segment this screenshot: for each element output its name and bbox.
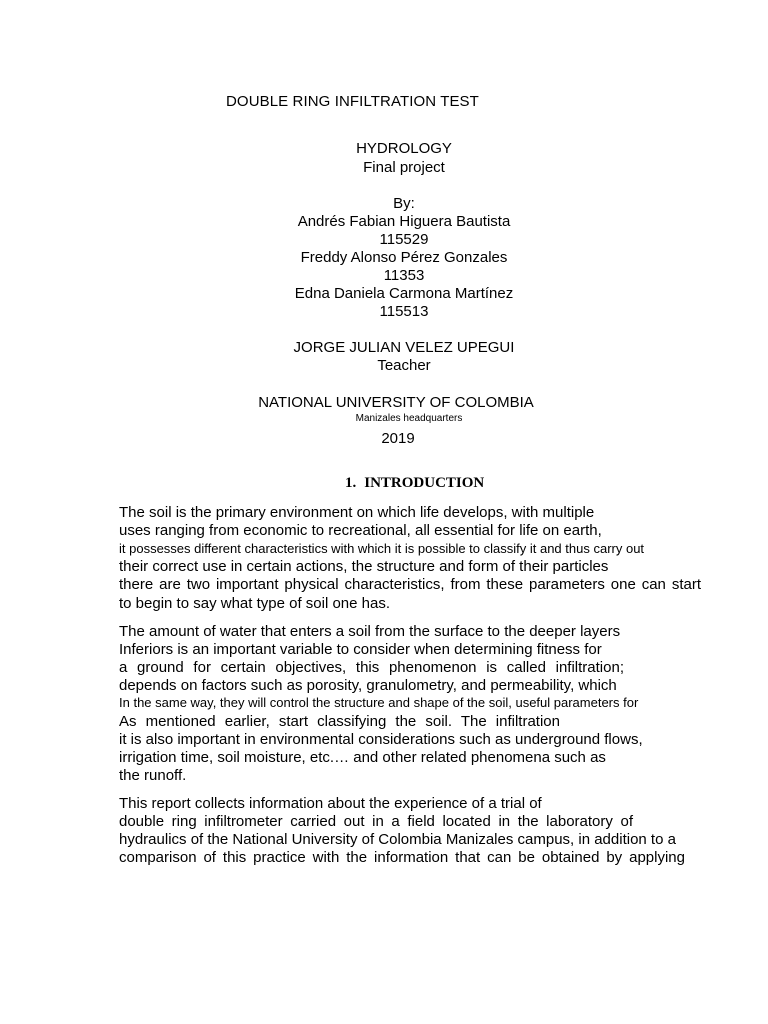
text-line: In the same way, they will control the structure and shape of the soil, useful parameters for xyxy=(119,695,639,710)
author-id: 115529 xyxy=(379,231,429,248)
text-line: a ground for certain objectives, this phenomenon is called infiltration; xyxy=(119,659,624,676)
text-line: the runoff. xyxy=(119,767,187,784)
section-heading xyxy=(345,475,484,492)
text-line: The soil is the primary environment on which life develops, with multiple xyxy=(119,504,595,521)
author-id: 115513 xyxy=(379,303,429,320)
section-number: 1. xyxy=(345,475,357,491)
teacher-name: JORGE JULIAN VELEZ UPEGUI xyxy=(293,339,515,356)
course-name: HYDROLOGY xyxy=(356,140,452,157)
text-line: The amount of water that enters a soil from the surface to the deeper layers xyxy=(119,623,621,640)
text-line: there are two important physical characteristics, from these parameters one can start xyxy=(119,576,701,593)
author-id: 11353 xyxy=(383,267,425,284)
campus-name: Manizales headquarters xyxy=(355,413,463,424)
text-line: This report collects information about the experience of a trial of xyxy=(119,795,542,812)
text-line: Inferiors is an important variable to consider when determining fitness for xyxy=(119,641,602,658)
text-line: hydraulics of the National University of Colombia Manizales campus, in addition to a xyxy=(119,831,676,848)
project-label: Final project xyxy=(363,159,445,176)
text-line: depends on factors such as porosity, granulometry, and permeability, which xyxy=(119,677,617,694)
text-line: uses ranging from economic to recreational, all essential for life on earth, xyxy=(119,522,602,539)
text-line: As mentioned earlier, start classifying the soil. The infiltration xyxy=(119,713,560,730)
text-line: irrigation time, soil moisture, etc.… and other related phenomena such as xyxy=(119,749,606,766)
author-name: Freddy Alonso Pérez Gonzales xyxy=(300,249,508,266)
text-line: it possesses different characteristics with which it is possible to classify it and thus carry out xyxy=(119,541,645,556)
text-line: to begin to say what type of soil one has. xyxy=(119,595,391,612)
text-line: their correct use in certain actions, the structure and form of their particles xyxy=(119,558,609,575)
author-name: Andrés Fabian Higuera Bautista xyxy=(297,213,511,230)
by-label: By: xyxy=(393,195,415,212)
section-title: INTRODUCTION xyxy=(364,475,485,491)
text-line: it is also important in environmental considerations such as underground flows, xyxy=(119,731,643,748)
author-name: Edna Daniela Carmona Martínez xyxy=(294,285,514,302)
text-line: comparison of this practice with the information that can be obtained by applying xyxy=(119,849,685,866)
document-title: DOUBLE RING INFILTRATION TEST xyxy=(226,93,479,110)
text-line: double ring infiltrometer carried out in a field located in the laboratory of xyxy=(119,813,633,830)
teacher-role: Teacher xyxy=(377,357,431,374)
year: 2019 xyxy=(381,430,415,447)
university-name: NATIONAL UNIVERSITY OF COLOMBIA xyxy=(258,394,534,411)
